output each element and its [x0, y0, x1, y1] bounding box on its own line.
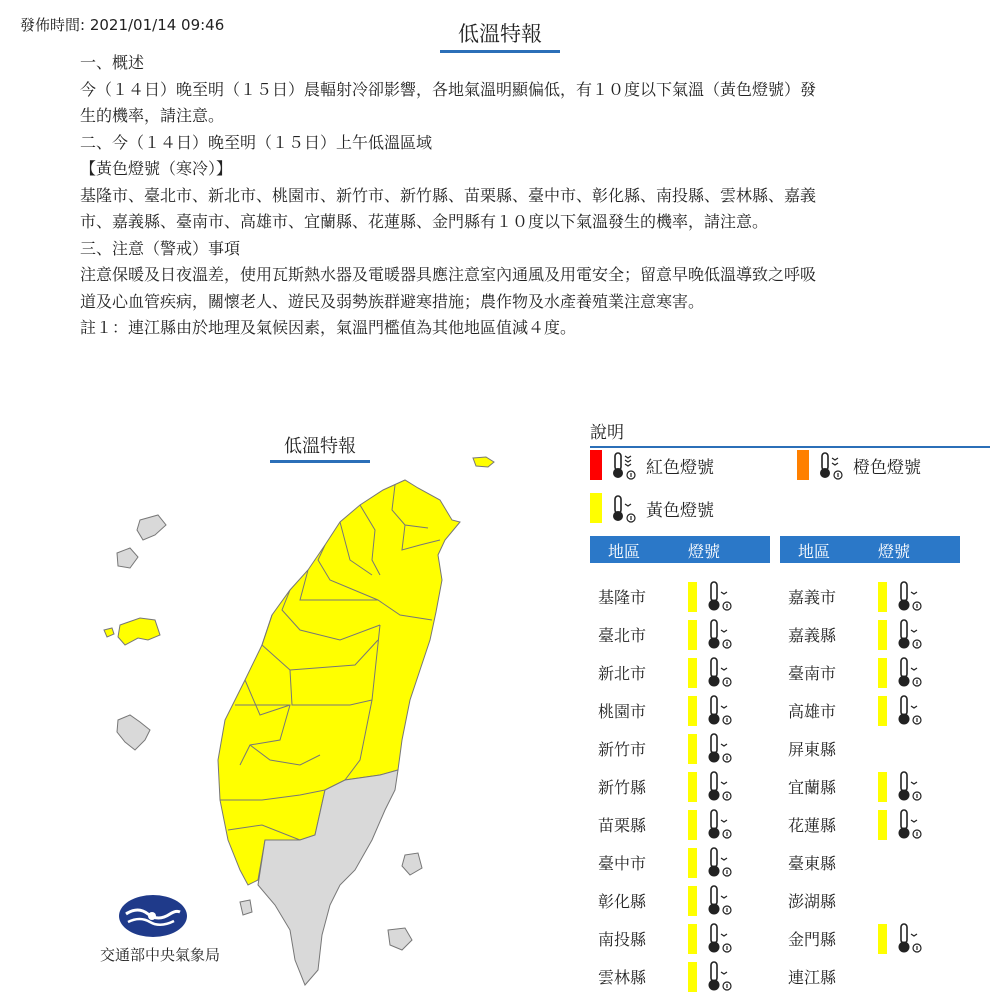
region-name: 宜蘭縣	[788, 778, 837, 797]
signal-swatch-yellow	[688, 848, 697, 878]
table-row	[590, 729, 770, 767]
signal-icon	[706, 617, 734, 655]
region-name: 新竹市	[598, 740, 647, 759]
signal-swatch-yellow	[688, 696, 697, 726]
region-name: 屏東縣	[788, 740, 837, 759]
column-header-region: 地區	[608, 542, 641, 561]
table-row	[780, 577, 960, 615]
region-name: 彰化縣	[598, 892, 647, 911]
thermometer-cold-icon	[706, 579, 734, 613]
signal-icon	[896, 655, 924, 693]
thermometer-cold-icon	[706, 845, 734, 879]
table-row	[780, 615, 960, 653]
section-heading-areas: 二、今（１４日）晚至明（１５日）上午低溫區域	[80, 132, 433, 152]
signal-icon	[706, 845, 734, 883]
region-name: 澎湖縣	[788, 892, 837, 911]
agency-name: 交通部中央氣象局	[99, 946, 220, 964]
thermometer-cold-icon	[896, 769, 924, 803]
signal-swatch-yellow	[878, 810, 887, 840]
table-row	[590, 653, 770, 691]
thermometer-cold-icon	[706, 617, 734, 651]
legend-label-orange: 橙色燈號	[853, 457, 921, 478]
region-name: 連江縣	[788, 968, 837, 987]
legend-label-yellow: 黃色燈號	[646, 500, 714, 521]
signal-icon	[706, 731, 734, 769]
agency-logo-icon	[118, 894, 188, 938]
thermometer-cold-icon	[706, 921, 734, 955]
signal-swatch-yellow	[688, 962, 697, 992]
table-header-left	[590, 536, 770, 563]
map-island-grey	[402, 853, 422, 875]
table-row	[780, 729, 960, 767]
table-row	[590, 767, 770, 805]
overview-line: 生的機率，請注意。	[80, 106, 225, 125]
bulletin-text	[80, 50, 920, 342]
legend-item-orange	[797, 450, 921, 480]
map-island-grey	[117, 548, 138, 568]
region-name: 臺北市	[598, 626, 647, 645]
thermometer-cold-icon	[706, 769, 734, 803]
map-island-grey	[240, 900, 252, 915]
region-name: 新北市	[598, 664, 647, 683]
overview-line: 今（１４日）晚至明（１５日）晨輻射冷卻影響，各地氣溫明顯偏低，有１０度以下氣溫（黃色燈號）發	[80, 79, 817, 99]
region-name: 新竹縣	[598, 778, 647, 797]
legend-swatch-yellow	[590, 493, 602, 523]
signal-swatch-yellow	[688, 924, 697, 954]
table-row	[590, 919, 770, 957]
signal-swatch-yellow	[878, 696, 887, 726]
signal-swatch-yellow	[688, 620, 697, 650]
legend-swatch-red	[590, 450, 602, 480]
signal-icon	[706, 959, 734, 997]
signal-swatch-yellow	[688, 658, 697, 688]
signal-icon	[706, 883, 734, 921]
signal-icon	[896, 693, 924, 731]
areas-line: 基隆市、臺北市、新北市、桃園市、新竹市、新竹縣、苗栗縣、臺中市、彰化縣、南投縣、雲林縣、嘉義	[80, 185, 817, 205]
thermometer-cold-icon	[817, 450, 845, 480]
footnote: 註１：連江縣由於地理及氣候因素，氣溫門檻值為其他地區值減４度。	[80, 318, 577, 337]
map-island-grey	[388, 928, 412, 950]
thermometer-cold-icon	[896, 617, 924, 651]
signal-swatch-yellow	[878, 924, 887, 954]
signal-icon	[896, 617, 924, 655]
signal-swatch-yellow	[688, 582, 697, 612]
signal-swatch-yellow	[688, 886, 697, 916]
signal-icon	[706, 655, 734, 693]
region-name: 桃園市	[598, 702, 647, 721]
signal-icon	[896, 769, 924, 807]
yellow-signal-heading: 【黃色燈號（寒冷）】	[80, 159, 233, 178]
signal-icon	[896, 579, 924, 617]
signal-swatch-yellow	[878, 658, 887, 688]
thermometer-cold-icon	[706, 655, 734, 689]
thermometer-cold-icon	[896, 807, 924, 841]
region-name: 臺中市	[598, 854, 647, 873]
signal-swatch-yellow	[688, 734, 697, 764]
section-heading-overview: 一、概述	[80, 53, 145, 72]
table-row	[780, 919, 960, 957]
table-row	[590, 843, 770, 881]
map-island-yellow	[118, 618, 160, 645]
table-row	[780, 653, 960, 691]
region-name: 嘉義市	[788, 588, 837, 607]
thermometer-cold-icon	[706, 959, 734, 993]
signal-swatch-yellow	[878, 772, 887, 802]
table-row	[780, 843, 960, 881]
thermometer-cold-icon	[706, 883, 734, 917]
table-row	[780, 767, 960, 805]
map-island-grey	[117, 715, 150, 750]
table-row	[590, 615, 770, 653]
section-heading-notices: 三、注意（警戒）事項	[80, 238, 241, 258]
region-name: 高雄市	[788, 702, 837, 721]
table-row	[780, 881, 960, 919]
table-header-right	[780, 536, 960, 563]
signal-icon	[706, 921, 734, 959]
region-name: 苗栗縣	[598, 816, 647, 835]
signal-swatch-yellow	[688, 810, 697, 840]
legend-item-red	[590, 450, 714, 480]
map-island-yellow	[104, 628, 114, 637]
legend-swatch-orange	[797, 450, 809, 480]
region-name: 雲林縣	[598, 968, 647, 987]
thermometer-cold-icon	[610, 450, 638, 480]
table-row	[590, 957, 770, 995]
region-name: 南投縣	[598, 930, 647, 949]
thermometer-cold-icon	[706, 731, 734, 765]
region-name: 金門縣	[788, 930, 837, 949]
signal-swatch-yellow	[688, 772, 697, 802]
thermometer-cold-icon	[896, 921, 924, 955]
thermometer-cold-icon	[896, 655, 924, 689]
table-row	[590, 577, 770, 615]
map-title: 低溫特報	[270, 432, 370, 463]
table-row	[590, 805, 770, 843]
column-header-signal: 燈號	[688, 542, 721, 561]
signal-icon	[706, 693, 734, 731]
signal-swatch-yellow	[878, 582, 887, 612]
table-row	[780, 957, 960, 995]
notices-line: 注意保暖及日夜溫差，使用瓦斯熱水器及電暖器具應注意室內通風及用電安全；留意早晚低溫導致之呼吸	[80, 265, 817, 284]
map-island-yellow	[473, 457, 494, 467]
signal-icon	[706, 579, 734, 617]
map-island-grey	[137, 515, 166, 540]
signal-icon	[706, 769, 734, 807]
publish-time: 發佈時間: 2021/01/14 09:46	[20, 16, 225, 34]
region-name: 臺東縣	[788, 854, 837, 873]
legend-item-yellow	[590, 493, 714, 523]
thermometer-cold-icon	[896, 693, 924, 727]
signal-icon	[706, 807, 734, 845]
page-title: 低溫特報	[440, 18, 560, 53]
signal-icon	[896, 921, 924, 959]
thermometer-cold-icon	[706, 807, 734, 841]
legend-title: 說明	[590, 418, 990, 448]
areas-line: 市、嘉義縣、臺南市、高雄市、宜蘭縣、花蓮縣、金門縣有１０度以下氣溫發生的機率，請注意。	[80, 212, 769, 231]
thermometer-cold-icon	[896, 579, 924, 613]
region-name: 嘉義縣	[788, 626, 837, 645]
table-row	[780, 805, 960, 843]
table-row	[590, 691, 770, 729]
thermometer-cold-icon	[706, 693, 734, 727]
column-header-signal: 燈號	[878, 542, 911, 561]
region-name: 花蓮縣	[788, 816, 837, 835]
column-header-region: 地區	[798, 542, 831, 561]
thermometer-cold-icon	[610, 493, 638, 523]
region-name: 基隆市	[598, 588, 647, 607]
signal-swatch-yellow	[878, 620, 887, 650]
legend-label-red: 紅色燈號	[646, 457, 714, 478]
table-row	[590, 881, 770, 919]
signal-icon	[896, 807, 924, 845]
region-name: 臺南市	[788, 664, 837, 683]
notices-line: 道及心血管疾病，關懷老人、遊民及弱勢族群避寒措施；農作物及水產養殖業注意寒害。	[80, 291, 705, 311]
table-row	[780, 691, 960, 729]
